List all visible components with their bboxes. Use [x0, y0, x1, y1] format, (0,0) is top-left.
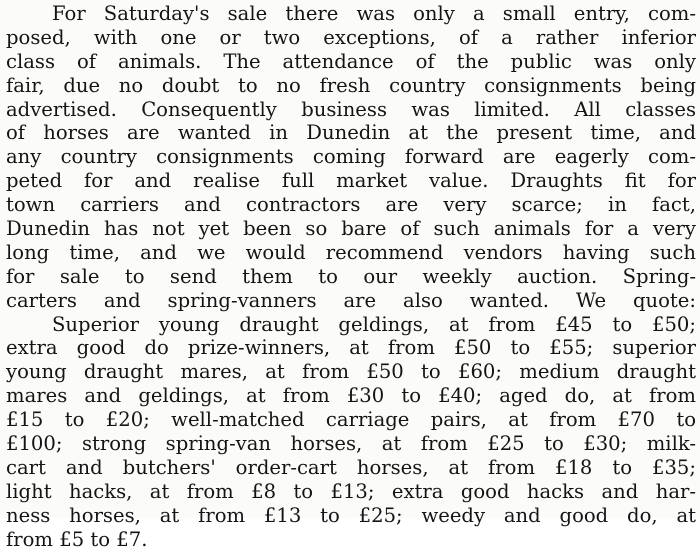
text-line: long time, and we would recommend vendors having such	[6, 240, 696, 264]
paragraph-price-quotes	[6, 313, 696, 552]
text-line: posed, with one or two exceptions, of a rather inferior	[6, 25, 696, 49]
text-line: from £5 to £7.	[6, 527, 148, 551]
text-line: fair, due no doubt to no fresh country consignments being	[6, 73, 696, 97]
text-line: cart and butchers' order-cart horses, at from £18 to £35;	[6, 455, 696, 479]
text-line: of horses are wanted in Dunedin at the present time, and	[6, 121, 696, 145]
text-line: town carriers and contractors are very scarce; in fact,	[6, 193, 696, 217]
text-line: For Saturday's sale there was only a small entry, com-	[52, 2, 696, 25]
text-line: £100; strong spring-van horses, at from £25 to £30; milk-	[6, 432, 696, 456]
text-line: young draught mares, at from £50 to £60; medium draught	[6, 360, 696, 384]
text-line: Superior young draught geldings, at from £45 to £50;	[52, 312, 696, 336]
text-line: mares and geldings, at from £30 to £40; aged do, at from	[6, 384, 696, 408]
text-line: advertised. Consequently business was limited. All classes	[6, 97, 696, 121]
text-line: ness horses, at from £13 to £25; weedy and good do, at	[6, 503, 696, 527]
text-line: £15 to £20; well-matched carriage pairs, at from £70 to	[6, 408, 696, 432]
text-line: Dunedin has not yet been so bare of such animals for a very	[6, 217, 696, 241]
text-line: extra good do prize-winners, at from £50 to £55; superior	[6, 336, 696, 360]
text-line: carters and spring-vanners are also wanted. We quote:	[6, 288, 696, 312]
text-line: peted for and realise full market value. Draughts fit for	[6, 169, 696, 193]
article-body	[6, 2, 696, 551]
paragraph-sale-report	[6, 2, 696, 313]
text-line: any country consignments coming forward are eagerly com-	[6, 145, 696, 169]
text-line: for sale to send them to our weekly auction. Spring-	[6, 264, 696, 288]
text-line: light hacks, at from £8 to £13; extra good hacks and har-	[6, 479, 696, 503]
text-line: class of animals. The attendance of the public was only	[6, 49, 696, 73]
